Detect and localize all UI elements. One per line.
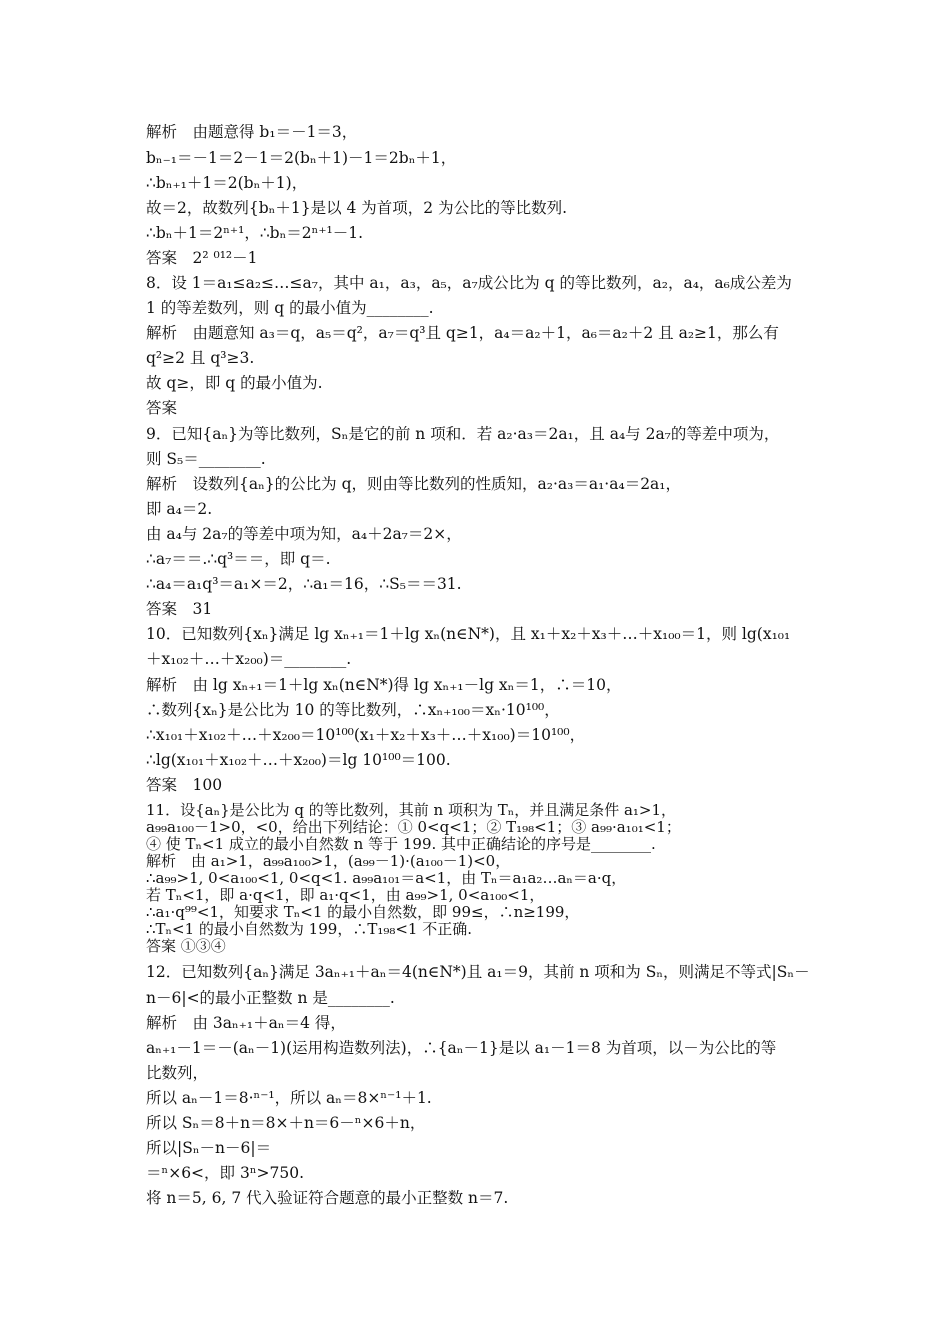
text-line: 解析 由 lg xₙ₊₁＝1＋lg xₙ(n∈N*)得 lg xₙ₊₁－lg xₙ＝1，∴＝10， [146, 676, 622, 694]
text-line: 解析 由题意得 b₁＝－1＝3， [146, 123, 358, 141]
question-10: 10．已知数列{xₙ}满足 lg xₙ₊₁＝1＋lg xₙ(n∈N*)，且 x₁＋x₂＋x₃＋…＋x₁₀₀＝1，则 lg(x₁₀₁ [146, 625, 791, 643]
text-line: ∴lg(x₁₀₁＋x₁₀₂＋…＋x₂₀₀)＝lg 10¹⁰⁰＝100. [146, 751, 451, 769]
text-line: ∴Tₙ<1 的最小自然数为 199，∴T₁₉₈<1 不正确. [146, 920, 473, 938]
text-line: 所以|Sₙ－n－6|＝ [146, 1139, 272, 1157]
answer-line: 答案 ①③④ [146, 937, 226, 955]
answer-line: 答案 2² ⁰¹²－1 [146, 249, 258, 267]
text-line: 解析 由 a₁>1，a₉₉a₁₀₀>1，(a₉₉－1)·(a₁₀₀－1)<0， [146, 852, 511, 870]
text-line: ∴bₙ₊₁＋1＝2(bₙ＋1)， [146, 174, 308, 192]
text-line: 将 n＝5, 6, 7 代入验证符合题意的最小正整数 n＝7. [146, 1189, 509, 1207]
text-line: ∴数列{xₙ}是公比为 10 的等比数列，∴xₙ₊₁₀₀＝xₙ·10¹⁰⁰， [146, 701, 560, 719]
text-line: 1 的等差数列，则 q 的最小值为________. [146, 299, 434, 317]
text-line: q²≥2 且 q³≥3. [146, 349, 255, 367]
text-line: ∴a₁·q⁹⁹<1，知要求 Tₙ<1 的最小自然数，即 99≤，∴n≥199， [146, 903, 580, 921]
text-line: 则 S₅＝________. [146, 450, 266, 468]
question-11: 11．设{aₙ}是公比为 q 的等比数列，其前 n 项积为 Tₙ，并且满足条件 a₁>1， [146, 801, 677, 819]
text-line: n－6|<的最小正整数 n 是________. [146, 989, 395, 1007]
text-line: ④ 使 Tₙ<1 成立的最小自然数 n 等于 199. 其中正确结论的序号是________. [146, 835, 656, 853]
text-line: aₙ₊₁－1＝－(aₙ－1)(运用构造数列法)，∴{aₙ－1}是以 a₁－1＝8 为首项，以－为公比的等 [146, 1039, 777, 1057]
text-line: 解析 由 3aₙ₊₁＋aₙ＝4 得， [146, 1014, 346, 1032]
text-line: ∴a₉₉>1, 0<a₁₀₀<1, 0<q<1. a₉₉a₁₀₁＝a<1，由 Tₙ＝a₁a₂…aₙ＝a·q， [146, 869, 627, 887]
text-line: 解析 由题意知 a₃＝q，a₅＝q²，a₇＝q³且 q≥1，a₄＝a₂＋1，a₆＝a₂＋2 且 a₂≥1，那么有 [146, 324, 779, 342]
text-line: ∴a₇＝＝.∴q³＝＝，即 q＝. [146, 550, 331, 568]
text-line: 比数列， [146, 1064, 209, 1082]
text-line: bₙ₋₁＝－1＝2－1＝2(bₙ＋1)－1＝2bₙ＋1， [146, 149, 457, 167]
text-line: 所以 Sₙ＝8＋n＝8×＋n＝6－ⁿ×6＋n， [146, 1114, 426, 1132]
text-line: 故＝2，故数列{bₙ＋1}是以 4 为首项，2 为公比的等比数列. [146, 199, 568, 217]
answer-line: 答案 [146, 399, 178, 417]
answer-line: 答案 31 [146, 600, 213, 618]
question-9: 9．已知{aₙ}为等比数列，Sₙ是它的前 n 项和．若 a₂·a₃＝2a₁，且 a₄与 2a₇的等差中项为， [146, 425, 780, 443]
text-line: ＋x₁₀₂＋…＋x₂₀₀)＝________. [146, 650, 352, 668]
text-line: 所以 aₙ－1＝8·ⁿ⁻¹，所以 aₙ＝8×ⁿ⁻¹＋1. [146, 1089, 432, 1107]
text-line: ∴x₁₀₁＋x₁₀₂＋…＋x₂₀₀＝10¹⁰⁰(x₁＋x₂＋x₃＋…＋x₁₀₀)＝10¹⁰⁰， [146, 726, 586, 744]
question-8: 8．设 1＝a₁≤a₂≤…≤a₇，其中 a₁，a₃，a₅，a₇成公比为 q 的等比数列，a₂，a₄，a₆成公差为 [146, 274, 792, 292]
text-line: ＝ⁿ×6<，即 3ⁿ>750. [146, 1164, 305, 1182]
answer-line: 答案 100 [146, 776, 223, 794]
text-line: 即 a₄＝2. [146, 500, 213, 518]
text-line: ∴a₄＝a₁q³＝a₁×＝2，∴a₁＝16，∴S₅＝＝31. [146, 575, 462, 593]
text-line: ∴bₙ＋1＝2ⁿ⁺¹，∴bₙ＝2ⁿ⁺¹－1. [146, 224, 364, 242]
text-line: a₉₉a₁₀₀－1>0，<0，给出下列结论：① 0<q<1；② T₁₉₈<1；③ a₉₉·a₁₀₁<1； [146, 818, 681, 836]
question-12: 12．已知数列{aₙ}满足 3aₙ₊₁＋aₙ＝4(n∈N*)且 a₁＝9，其前 n 项和为 Sₙ，则满足不等式|Sₙ－ [146, 963, 810, 981]
text-line: 由 a₄与 2a₇的等差中项为知，a₄＋2a₇＝2×， [146, 525, 462, 543]
text-line: 若 Tₙ<1，即 a·q<1，即 a₁·q<1，由 a₉₉>1, 0<a₁₀₀<1， [146, 886, 545, 904]
text-line: 故 q≥，即 q 的最小值为. [146, 374, 323, 392]
text-line: 解析 设数列{aₙ}的公比为 q，则由等比数列的性质知，a₂·a₃＝a₁·a₄＝2a₁， [146, 475, 682, 493]
